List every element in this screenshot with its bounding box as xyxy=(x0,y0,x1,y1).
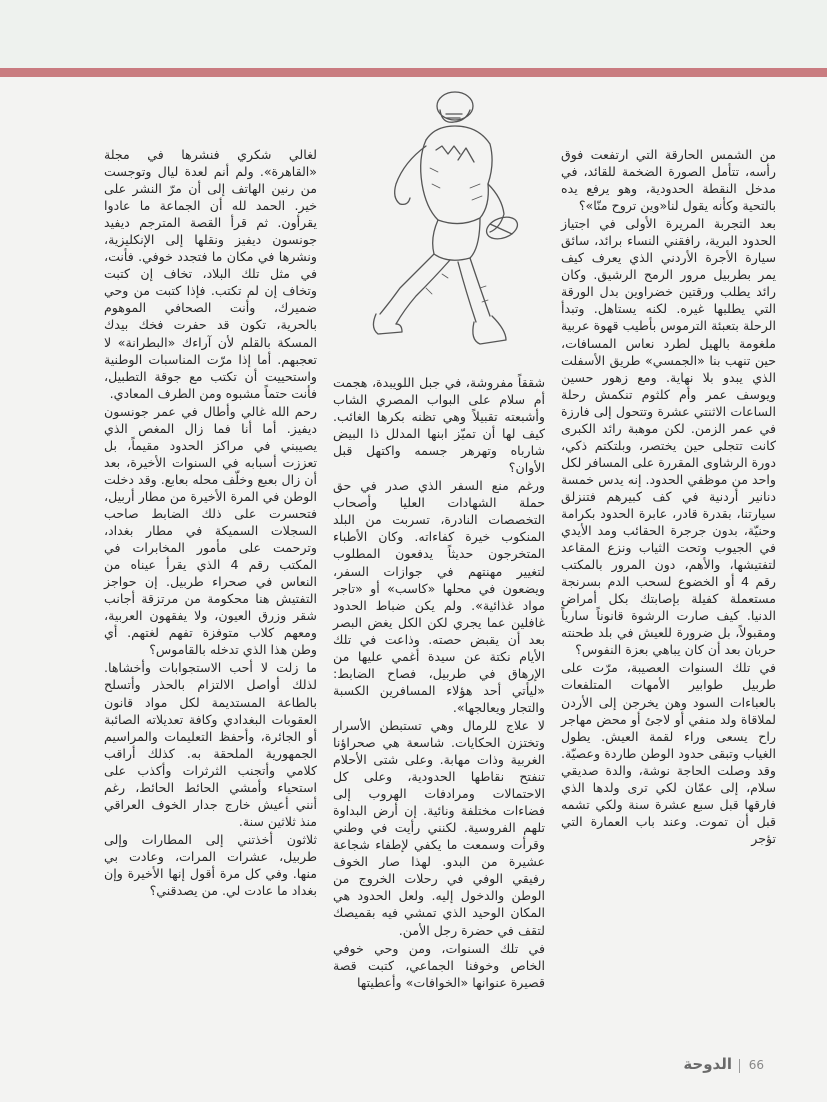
paragraph: بعد التجربة المريرة الأولى في اجتياز الحدود البرية، رافقني النساء برائد، سائق سيارة الأجرة الأردني الذي يعرف كيف يمر بطربيل مرور الرمح الرشيق. وكان رائد يطلب ورقتين خضراوين بدل الورقة التي يطلبها غيره. لكنه يستاهل. وتبدأ الرحلة بتعبئة الترموس بأطيب قهوة عربية ملغومة بالهيل لطرد نعاس المسافات، حين تنهب بنا «الجمسي» طريق الأسفلت الذي يبدو بلا نهاية. ومع زهور حسين ويوسف عمر وأم كلثوم تنكمش رحلة الساعات الاثنتي عشرة وتتحول إلى فارزة في عمر الزمن. لكن موهبة رائد الكبرى كانت تتجلى حين يختصر، وبلتكتم ذكي، دورة الرشاوى المقررة على المسافر لكل واحد من موظفي الحدود. إنه يدس خمسة دنانير أردنية في كف كبيرهم فتنزلق سيارتنا، بقدرة قادر، عابرة الحدود بكرامة وحنيّة، بدون جرجرة الحقائب ومد الأيدي في الجيوب وتحت الثياب ونزع المقاعد لتفتيشها، والأهم، دون المرور بالمكتب رقم 4 أو الخضوع لسحب الدم بسرنجة مستعملة كفيلة بإصابتك بكل أمراض الدنيا. كيف صارت الرشوة قانوناً سارياً ومقبولاً، بل ضرورة للعيش في بلد طحنته حربان بعد أن كان يباهي بعزة النفوس؟ xyxy=(561,216,776,658)
paragraph: لا علاج للرمال وهي تستبطن الأسرار وتختزن الحكايات. شاسعة هي صحراؤنا الغربية وذات مهابة. وعلى شتى الأحلام تنفتح نقاطها الحدودية، وعلى كل الاحتمالات ومرادفات الهروب إلى فضاءات مختلفة ونائية. إن أرض البداوة تلهم الفروسية. لكنني رأيت في وطني وقرأت وسمعت ما يكفي لإطفاء شجاعة عشيرة من البدو. لهذا صار الخوف رفيقي الوفي في رحلات الخروج من الوطن والدخول إليه. ولعل الحدود هي المكان الوحيد الذي تمشي فيه بقميصك لتقف في حضرة رجل الأمن. xyxy=(333,717,545,938)
paragraph: من الشمس الحارقة التي ارتفعت فوق رأسه، تتأمل الصورة الضخمة للقائد، في مدخل النقطة الحدودية، وهو يرفع يده بالتحية وكأنه يقول لنا«وين تروح منّا»؟ xyxy=(561,147,776,214)
paragraph: ثلاثون أخذتني إلى المطارات وإلى طربيل، عشرات المرات، وعادت بي منها. وفي كل مرة أقول إنها الأخيرة وإن بغداد ما عادت لي. من يصدقني؟ xyxy=(104,831,317,899)
paragraph: في تلك السنوات، ومن وحي خوفي الخاص وخوفنا الجماعي، كتبت قصة قصيرة عنوانها «الخوافات» وأعطيتها xyxy=(333,940,545,990)
article-column-middle xyxy=(333,374,545,992)
paragraph: رحم الله غالي وأطال في عمر جونسون ديفيز. أما أنا فما زال المغص الذي يصيبني في مراكز الحدود مقيماً، بل تعززت أسبابه في السنوات الأخيرة، بعد أن زال بعبع وخلّف محله بعابع. وقد دخلت الوطن في المرة الأخيرة من مطار أربيل، فتحسرت على ذلك الضابط صاحب السجلات السميكة في مطار بغداد، وترحمت على مأمور المخابرات في المكتب رقم 4 الذي يقرأ عيناه من النعاس في صحراء طربيل. إن حواجز التفتيش هنا محكومة من مرتزقة أجانب شقر وزرق العيون، ولا يفقهون العربية، ومعهم كلاب متوفزة تفهم لغتهم. أي وطن هذا الذي تدخله بالقاموس؟ xyxy=(104,403,317,658)
page-footer xyxy=(660,1055,770,1079)
magazine-logo: الدوحة xyxy=(683,1055,732,1073)
paragraph: ورغم منع السفر الذي صدر في حق حملة الشهادات العليا وأصحاب التخصصات النادرة، تسربت من البلد المنكوب خيرة كفاءاته. وكان الأطباء المتخرجون حديثاً يدفعون المطلوب لتغيير مهنتهم في جوازات السفر، ويضعون في محلها «كاسب» أو «تاجر مواد غذائية». ولم يكن ضباط الحدود غافلين عما يجري لكن الكل يغض البصر بعد أن يقبض حصته. وذاعت في تلك الأيام نكتة عن سيدة أغمي عليها من الإرهاق في طربيل، فصاح الضابط: «ليأتي أحد هؤلاء المسافرين الكسبة والتجار ويعالجها». xyxy=(333,478,545,715)
top-band xyxy=(0,0,827,68)
footer-divider xyxy=(739,1059,740,1073)
paragraph: في تلك السنوات العصيبة، مرّت على طربيل طوابير الأمهات المتلفعات بالعباءات السود وهن يخرجن إلى الأردن لملاقاة ولد منفي أو لاجئ أو محض مهاجر راح يسعى وراء لقمة العيش. يطول الغياب وتبقى حدود الوطن طاردة وعصيّة. وقد وصلت الحاجة نوشة، والدة صديقي سلام، إلى عمّان لكي ترى ولدها الذي فارقها قبل سبع عشرة سنة ولكي تشمه قبل أن تموت. وعند باب العمارة التي تؤجر xyxy=(561,660,776,846)
header-stripe xyxy=(0,68,827,77)
paragraph: ما زلت لا أحب الاستجوابات وأخشاها. لذلك أواصل الالتزام بالحذر وأتسلح بالطاعة المستديمة لكل مواد قانون العقوبات البغدادي وكافة تعديلاته الصائبة أو الجائرة، وأحفظ التعليمات والمراسيم الجمهورية الملحقة به. كذلك أراقب كلامي وأتجنب الثرثرات وأكذب على استحياء وأمشي الحائط الحائط، رغم أنني أعيش خارج جدار الخوف العراقي منذ ثلاثين سنة. xyxy=(104,660,317,829)
rugby-player-illustration xyxy=(330,88,540,363)
article-column-right xyxy=(561,146,776,848)
paragraph: شققاً مفروشة، في جبل اللويبدة، هجمت أم سلام على البواب المصري الشاب وأشبعته تقبيلاً وهي تظنه بكرها الغائب. كيف لها أن تميّز ابنها المدلل ذا البيض شارباه وتهرهر جسمه واكتهل قبل الأوان؟ xyxy=(333,375,545,476)
article-column-left xyxy=(104,146,317,900)
page-number: 66 xyxy=(748,1058,764,1072)
paragraph: لغالي شكري فنشرها في مجلة «القاهرة». ولم أنم لعدة ليال وتوجست من رنين الهاتف إلى أن مرّ النشر على خير. الحمد لله أن الجماعة ما عادوا يقرأون. ثم قرأ القصة المترجم ديفيد جونسون ديفيز ونقلها إلى الإنكليزية، ونشرها في مكان ما فتجدد خوفي. فأنت، في مثل تلك البلاد، تخاف إن كتبت وتخاف إن لم تكتب. فإذا كتبت من وحي ضميرك، وأنت الصحافي الموهوم بالحرية، تكون قد حفرت فخك بيدك المسكة بالقلم لأن آراءك «البطرانة» لا تعجبهم. أما إذا مرّت المناسبات الوطنية واستحييت أن تكتب مع جوقة التطبيل، فأنت حتماً مشبوه ومن الطرف المعادي. xyxy=(104,147,317,401)
